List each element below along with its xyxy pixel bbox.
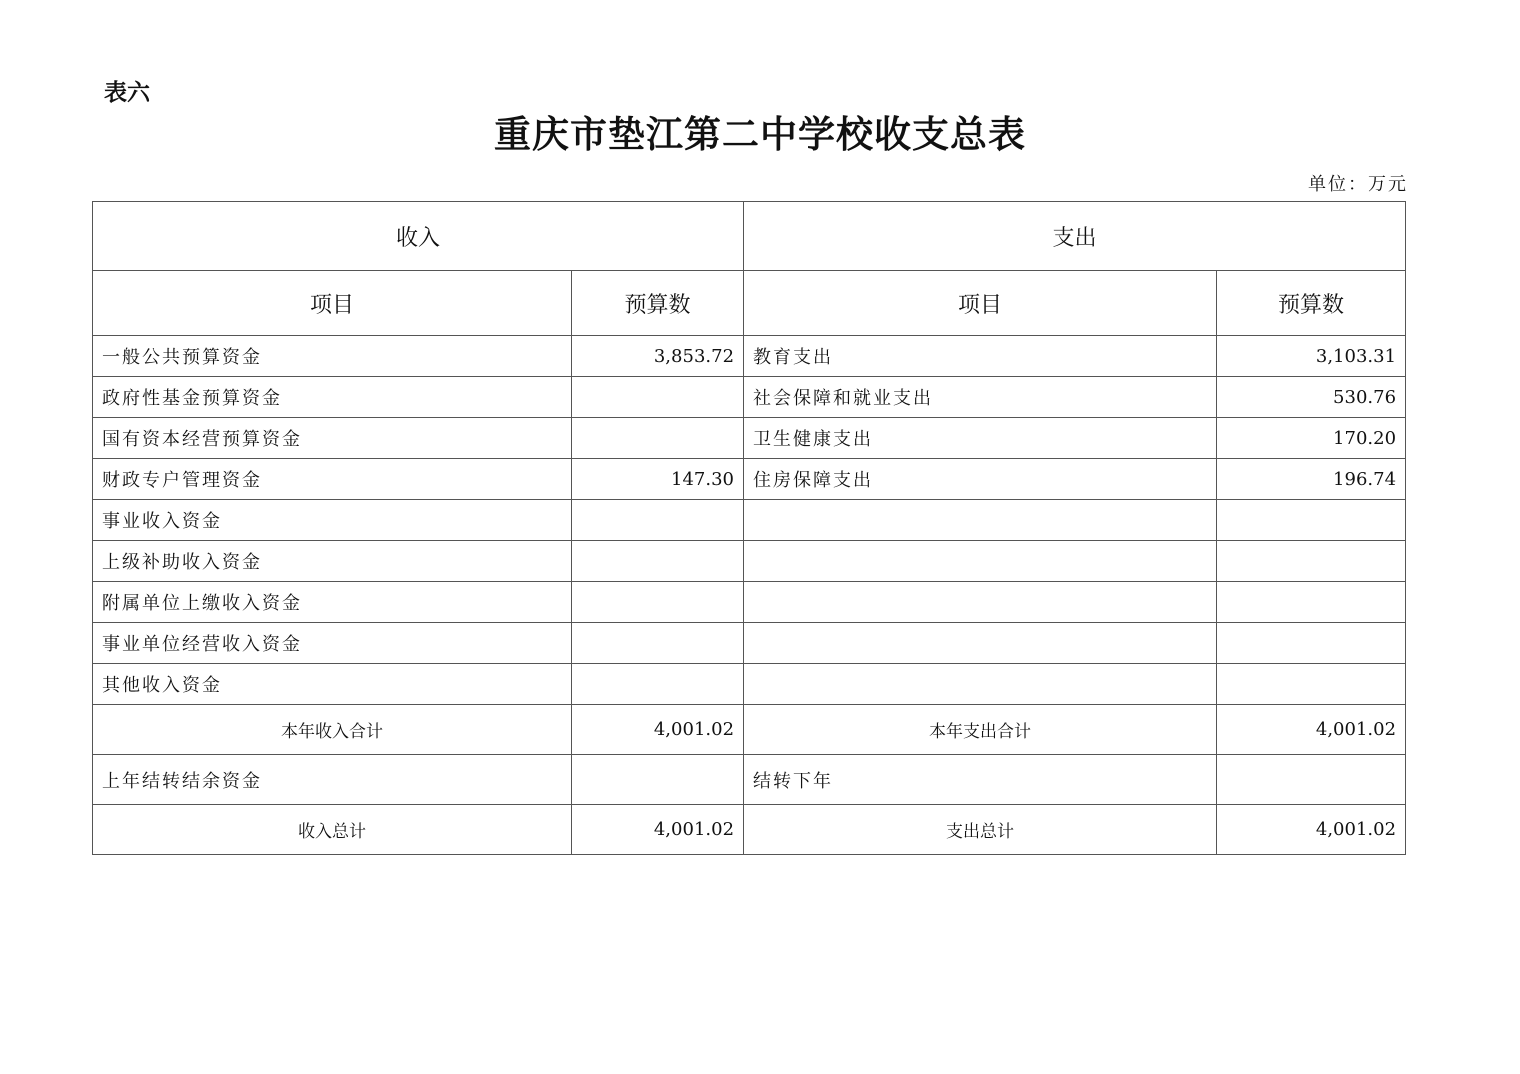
expense-year-total-label: 本年支出合计 <box>744 705 1217 755</box>
carry-over-row <box>93 755 1406 805</box>
income-grand-total-label: 收入总计 <box>93 805 572 855</box>
grand-total-row <box>93 805 1406 855</box>
table-row <box>93 336 1406 377</box>
income-value-cell: 3,853.72 <box>572 336 744 377</box>
expense-grand-total-value: 4,001.02 <box>1217 805 1406 855</box>
expense-value-cell <box>1217 664 1406 705</box>
expense-value-cell: 170.20 <box>1217 418 1406 459</box>
expense-item-cell <box>744 582 1217 623</box>
expense-value-cell <box>1217 541 1406 582</box>
income-year-total-value: 4,001.02 <box>572 705 744 755</box>
expense-carry-value <box>1217 755 1406 805</box>
unit-label: 单位：万元 <box>1308 174 1408 195</box>
expense-value-cell <box>1217 500 1406 541</box>
table-row <box>93 377 1406 418</box>
expense-value-cell: 3,103.31 <box>1217 336 1406 377</box>
table-number: 表六 <box>104 80 150 106</box>
income-value-cell <box>572 500 744 541</box>
expense-value-cell <box>1217 623 1406 664</box>
income-item-cell: 事业收入资金 <box>93 500 572 541</box>
table-row <box>93 664 1406 705</box>
income-item-cell: 事业单位经营收入资金 <box>93 623 572 664</box>
income-value-cell <box>572 541 744 582</box>
expense-budget-header: 预算数 <box>1217 271 1406 336</box>
expense-item-cell <box>744 623 1217 664</box>
income-item-cell: 国有资本经营预算资金 <box>93 418 572 459</box>
income-value-cell <box>572 623 744 664</box>
expense-value-cell <box>1217 582 1406 623</box>
income-item-cell: 附属单位上缴收入资金 <box>93 582 572 623</box>
income-value-cell: 147.30 <box>572 459 744 500</box>
page-title: 重庆市垫江第二中学校收支总表 <box>494 112 1026 156</box>
table-row <box>93 500 1406 541</box>
expense-grand-total-label: 支出总计 <box>744 805 1217 855</box>
expense-item-cell <box>744 664 1217 705</box>
income-value-cell <box>572 377 744 418</box>
expense-item-cell: 卫生健康支出 <box>744 418 1217 459</box>
expense-item-cell <box>744 500 1217 541</box>
income-item-header: 项目 <box>93 271 572 336</box>
expense-item-cell <box>744 541 1217 582</box>
income-item-cell: 其他收入资金 <box>93 664 572 705</box>
expense-item-header: 项目 <box>744 271 1217 336</box>
expense-year-total-value: 4,001.02 <box>1217 705 1406 755</box>
expense-value-cell: 196.74 <box>1217 459 1406 500</box>
income-group-header: 收入 <box>93 202 744 271</box>
income-item-cell: 上级补助收入资金 <box>93 541 572 582</box>
expense-item-cell: 教育支出 <box>744 336 1217 377</box>
expense-item-cell: 住房保障支出 <box>744 459 1217 500</box>
income-value-cell <box>572 664 744 705</box>
income-year-total-label: 本年收入合计 <box>93 705 572 755</box>
table-row <box>93 459 1406 500</box>
expense-item-cell: 社会保障和就业支出 <box>744 377 1217 418</box>
table-row <box>93 541 1406 582</box>
income-grand-total-value: 4,001.02 <box>572 805 744 855</box>
income-value-cell <box>572 418 744 459</box>
expense-group-header: 支出 <box>744 202 1406 271</box>
table-row <box>93 582 1406 623</box>
income-carry-value <box>572 755 744 805</box>
income-item-cell: 一般公共预算资金 <box>93 336 572 377</box>
income-carry-label: 上年结转结余资金 <box>93 755 572 805</box>
budget-table <box>92 201 1406 855</box>
year-total-row <box>93 705 1406 755</box>
income-budget-header: 预算数 <box>572 271 744 336</box>
table-row <box>93 623 1406 664</box>
income-item-cell: 财政专户管理资金 <box>93 459 572 500</box>
income-item-cell: 政府性基金预算资金 <box>93 377 572 418</box>
expense-value-cell: 530.76 <box>1217 377 1406 418</box>
table-row <box>93 418 1406 459</box>
income-value-cell <box>572 582 744 623</box>
expense-carry-label: 结转下年 <box>744 755 1217 805</box>
